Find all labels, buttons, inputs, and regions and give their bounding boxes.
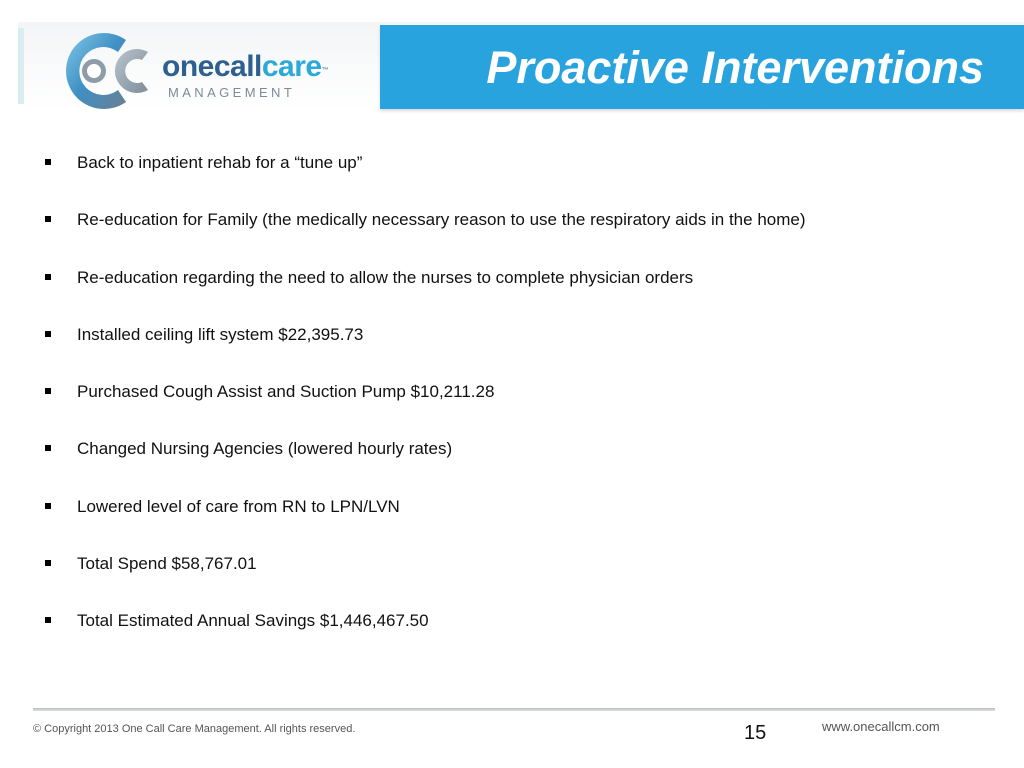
bullet-text: Lowered level of care from RN to LPN/LVN: [77, 496, 400, 516]
copyright-text: © Copyright 2013 One Call Care Management. All rights reserved.: [33, 723, 356, 735]
list-item: [42, 438, 992, 495]
logo-subtitle: MANAGEMENT: [168, 85, 296, 100]
logo-wordmark: [162, 52, 328, 82]
square-bullet-icon: [45, 503, 51, 509]
list-item: [42, 324, 992, 381]
bullet-text: Back to inpatient rehab for a “tune up”: [77, 153, 363, 172]
bullet-text: Re-education regarding the need to allow the nurses to complete physician orders: [77, 267, 694, 287]
square-bullet-icon: [45, 331, 51, 337]
list-item: [42, 209, 992, 266]
square-bullet-icon: [45, 388, 51, 394]
list-item: [42, 610, 992, 667]
square-bullet-icon: [45, 560, 51, 566]
list-item: [42, 381, 992, 438]
header-accent: [18, 28, 24, 104]
list-item: [42, 267, 992, 324]
title-banner: [380, 25, 1024, 109]
bullet-text: Installed ceiling lift system $22,395.73: [77, 324, 364, 344]
square-bullet-icon: [45, 216, 51, 222]
list-item: [42, 152, 992, 209]
bullet-text: Total Estimated Annual Savings $1,446,467.50: [77, 611, 429, 631]
bullet-text: Total Spend $58,767.01: [77, 554, 257, 574]
square-bullet-icon: [45, 617, 51, 623]
page-number: 15: [744, 722, 767, 744]
square-bullet-icon: [45, 274, 51, 280]
bullet-text: Changed Nursing Agencies (lowered hourly rates): [77, 439, 453, 459]
slide-title: Proactive Interventions: [486, 42, 984, 93]
bullet-text: Purchased Cough Assist and Suction Pump $10,211.28: [77, 382, 495, 402]
logo-trademark: ™: [321, 67, 329, 74]
square-bullet-icon: [45, 159, 51, 165]
logo-mark-icon: [48, 30, 168, 112]
website-url: www.onecallcm.com: [822, 719, 940, 734]
list-item: [42, 553, 992, 610]
bullet-text: Re-education for Family (the medically necessary reason to use the respiratory aids in the home): [77, 210, 806, 230]
logo-word-care: care: [261, 50, 322, 83]
company-logo: [48, 30, 329, 112]
square-bullet-icon: [45, 445, 51, 451]
logo-word-one-call: onecall: [162, 50, 262, 83]
footer-divider: [33, 708, 995, 711]
list-item: [42, 496, 992, 553]
bullet-list: [42, 152, 992, 668]
